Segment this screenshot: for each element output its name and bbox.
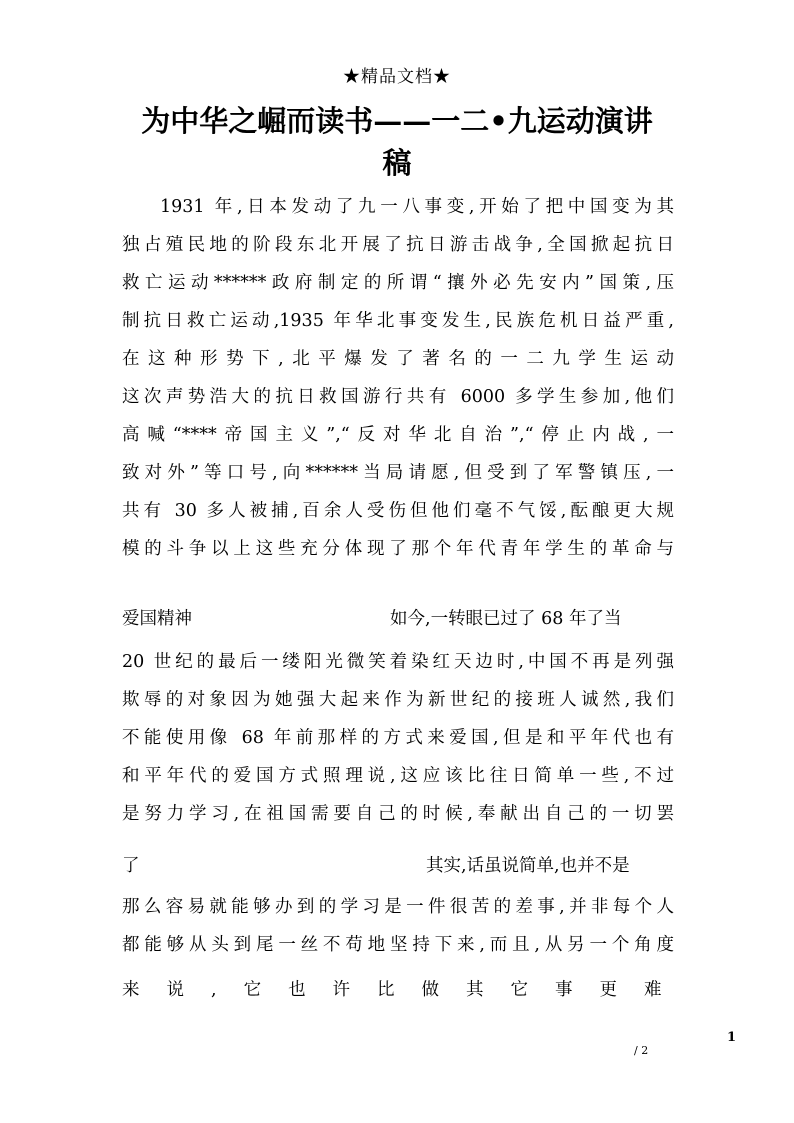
body-line-15: 和平年代的爱国方式照理说,这应该比往日简单一些,不过 <box>122 766 674 786</box>
body-line-11-left: 爱国精神 <box>122 609 192 629</box>
page-total: / 2 <box>634 1044 649 1057</box>
body-line-8: 致对外”等口号,向******当局请愿,但受到了军警镇压,一 <box>122 463 674 483</box>
body-line-18: 那么容易就能够办到的学习是一件很苦的差事,并非每个人 <box>122 897 674 917</box>
body-line-4: 制抗日救亡运动,1935 年华北事变发生,民族危机日益严重, <box>122 311 674 331</box>
body-line-3: 救亡运动******政府制定的所谓“攘外必先安内”国策,压 <box>122 273 674 293</box>
body-line-10: 模的斗争以上这些充分体现了那个年代青年学生的革命与 <box>122 539 674 559</box>
body-line-16: 是努力学习,在祖国需要自己的时候,奉献出自己的一切罢 <box>122 804 674 824</box>
body-line-11-right: 如今,一转眼已过了 68 年了当 <box>390 609 622 629</box>
body-line-9: 共有 30 多人被捕,百余人受伤但他们毫不气馁,酝酿更大规 <box>122 501 674 521</box>
body-line-6: 这次声势浩大的抗日救国游行共有 6000 多学生参加,他们 <box>122 387 674 407</box>
body-line-7: 高喊“****帝国主义”,“反对华北自治”,“停止内战,一 <box>122 425 674 445</box>
body-line-14: 不能使用像 68 年前那样的方式来爱国,但是和平年代也有 <box>122 728 674 748</box>
document-title <box>100 100 694 184</box>
title-line-2: 稿 <box>382 146 412 180</box>
document-header: ★精品文档★ <box>343 67 451 87</box>
body-line-12: 20 世纪的最后一缕阳光微笑着染红天边时,中国不再是列强 <box>122 652 674 672</box>
body-line-17-left: 了 <box>122 856 140 876</box>
page-number: 1 <box>727 1030 737 1045</box>
body-line-13: 欺辱的对象因为她强大起来作为新世纪的接班人诚然,我们 <box>122 690 674 710</box>
title-line-1: 为中华之崛而读书——一二•九运动演讲 <box>141 104 653 138</box>
body-line-19: 都能够从头到尾一丝不苟地坚持下来,而且,从另一个角度 <box>122 935 674 955</box>
body-line-5: 在这种形势下,北平爆发了著名的一二九学生运动 <box>122 349 674 369</box>
body-line-1: 1931 年,日本发动了九一八事变,开始了把中国变为其 <box>160 197 674 217</box>
body-line-20: 来说,它也许比做其它事更难 <box>122 980 689 1000</box>
body-line-2: 独占殖民地的阶段东北开展了抗日游击战争,全国掀起抗日 <box>122 235 674 255</box>
body-line-17-right: 其实,话虽说简单,也并不是 <box>426 856 630 876</box>
